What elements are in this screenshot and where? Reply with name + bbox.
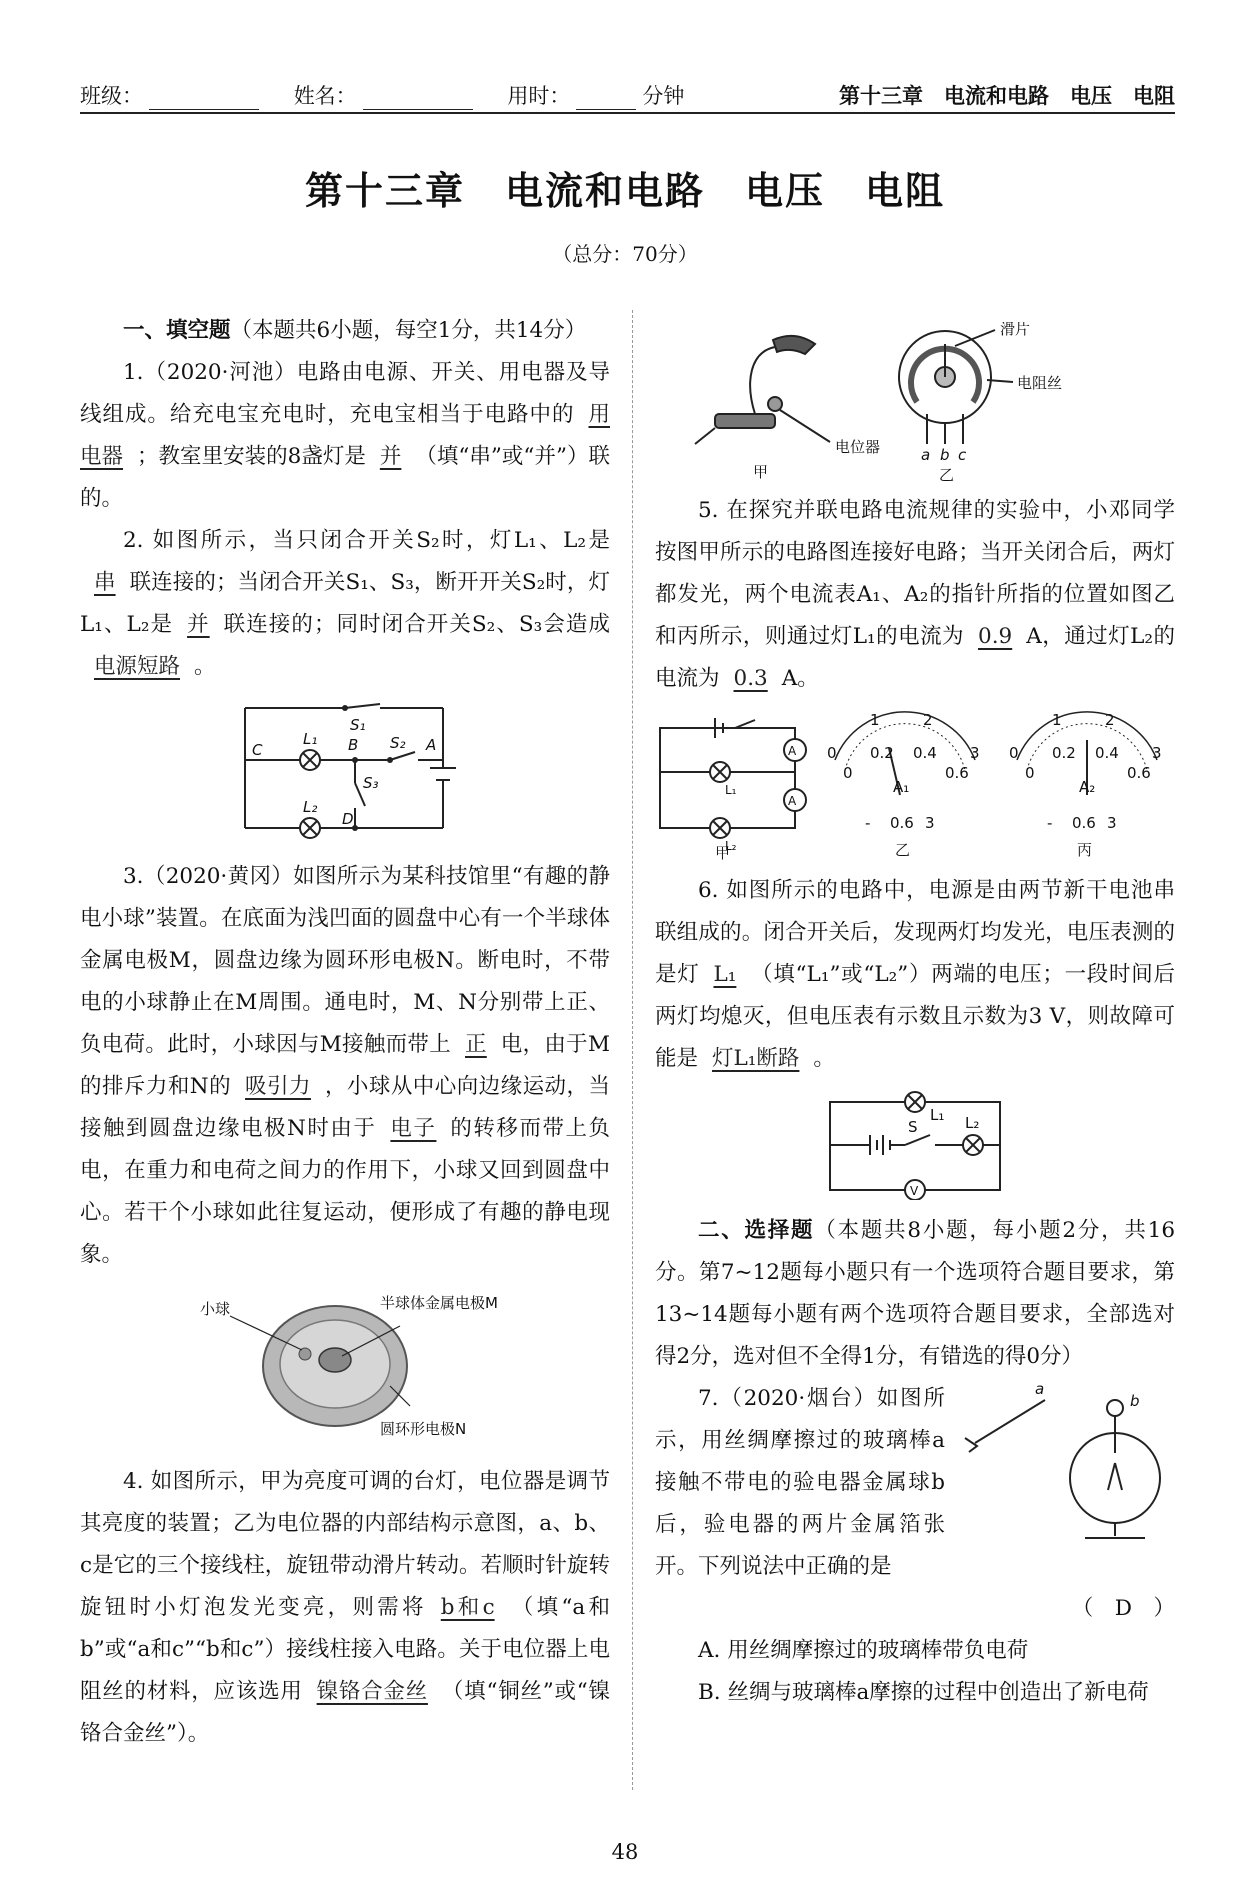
fig5-yi-terminal-06: 0.6 [890,814,914,832]
right-column [655,490,1175,1714]
q2-text-3: 联连接的；同时闭合开关S₂、S₃会造成 [223,612,610,637]
fig5-yi-tick-06: 0.6 [945,764,969,782]
q2-text-1: 2. 如图所示，当只闭合开关S₂时，灯L₁、L₂是 [123,528,610,553]
fig7-label-a: a [1035,1380,1045,1398]
fig2-label-s3: S₃ [363,774,379,792]
fig4-label-a: a [921,446,931,464]
section1-note: （本题共6小题，每空1分，共14分） [230,318,587,343]
fig4-label-slider: 滑片 [1000,322,1031,338]
q7-answer-row [655,1588,1175,1630]
section1-title: 一、填空题 [123,318,231,343]
fig5-label-yi: 乙 [895,841,911,859]
fig5-yi-tick-0: 0 [827,744,837,762]
q5-text-3: A。 [781,666,819,691]
q4-text-1: 4. 如图所示，甲为亮度可调的台灯，电位器是调节其亮度的装置；乙为电位器的内部结构示意图，a、b、c是它的三个接线柱，旋钮带动滑片转动。若顺时针旋转旋钮时小灯泡发光变亮，则需将 [80,1469,610,1620]
name-blank[interactable] [363,89,473,110]
question-2 [80,520,610,688]
fig5-yi-tick-2: 2 [923,711,933,729]
section1-heading [80,310,610,352]
fig4-label-jia: 甲 [753,463,769,481]
figure-q3-static-ball [80,1286,610,1451]
fig5-label-bing: 丙 [1077,841,1093,859]
page-title: 第十三章 电流和电路 电压 电阻 [304,169,945,213]
section2-title: 二、选择题 [698,1218,815,1243]
fig5-yi-tick-3: 3 [970,744,980,762]
header-chapter: 第十三章 电流和电路 电压 电阻 [839,84,1175,108]
q1-text-2: ；教室里安装的8盏灯是 [137,444,366,469]
fig2-label-s1: S₁ [350,716,366,734]
q1-answer-1: 用电器 [80,402,610,469]
q3-text-3: ，小球从中心向边缘运动，当接触到圆盘边缘电极N时由于 [80,1074,610,1141]
class-blank[interactable] [149,89,259,110]
fig5-yi-tick-04: 0.4 [913,744,937,762]
q7-option-b: B. 丝绸与玻璃棒a摩擦的过程中创造出了新电荷 [698,1680,1149,1705]
question-3 [80,856,610,1276]
time-blank[interactable] [576,89,636,110]
page-number: 48 [611,1840,639,1864]
fig5-bing-tick-3: 3 [1152,744,1162,762]
fig5-yi-tick-0-inner: 0 [843,764,853,782]
fig2-label-a: A [426,736,437,754]
fig5-yi-label-a1: A₁ [893,778,910,796]
fig3-label-electrode-m: 半球体金属电极M [380,1294,498,1312]
fig6-label-l1: L₁ [930,1106,945,1124]
question-7-block [655,1378,1175,1714]
fig5-yi-terminal-3: 3 [925,814,935,832]
svg-text:A: A [788,744,797,758]
q3-answer-3: 电子 [390,1116,437,1141]
q5-text-1: 5. 在探究并联电路电流规律的实验中，小邓同学按图甲所示的电路图连接好电路；当开关闭合后，两灯都发光，两个电流表A₁、A₂的指针所指的位置如图乙和丙所示，则通过灯L₁的电流为 [655,498,1175,649]
q6-text-2: （填“L₁”或“L₂”）两端的电压；一段时间后两灯均熄灭，但电压表有示数且示数为3 V，则故障可能是 [655,962,1175,1071]
fig5-label-l1: L₁ [725,783,737,797]
figure-q7-electroscope [955,1378,1175,1548]
q4-text-2: （填“a和b”或“a和c”“b和c”）接线柱接入电路。关于电位器上电阻丝的材料，应该选用 [80,1595,610,1704]
q2-answer-2: 并 [187,612,210,637]
fig6-label-v: V [910,1184,919,1198]
fig5-yi-tick-02: 0.2 [870,744,894,762]
fig4-label-pot: 电位器 [835,438,881,456]
q7-option-a: A. 用丝绸摩擦过的玻璃棒带负电荷 [698,1638,1029,1663]
question-1 [80,352,610,520]
fig5-bing-terminal-3: 3 [1107,814,1117,832]
fig2-label-c: C [252,741,263,759]
name-label: 姓名： [293,84,357,108]
q1-text-1: 1.（2020·河池）电路由电源、开关、用电器及导线组成。给充电宝充电时，充电宝相当于电路中的 [80,360,610,427]
fig3-label-electrode-n: 圆环形电极N [380,1420,467,1438]
fig5-label-l2: L₂ [725,839,737,853]
fig7-label-b: b [1130,1392,1140,1410]
fig2-label-l2: L₂ [303,798,318,816]
fig4-label-wire: 电阻丝 [1017,374,1063,392]
fig5-yi-tick-1: 1 [870,711,880,729]
class-label: 班级： [80,84,143,108]
fig4-label-b: b [940,446,950,464]
q3-text-4: 的转移而带上负电，在重力和电荷之间力的作用下，小球又回到圆盘中心。若干个小球如此往复运动，便形成了有趣的静电现象。 [80,1116,610,1267]
fig5-yi-terminal-minus: - [865,814,871,832]
q3-answer-1: 正 [465,1032,487,1057]
q5-answer-1: 0.9 [978,624,1013,649]
fig4-label-yi: 乙 [939,466,955,484]
fig5-bing-terminal-minus: - [1047,814,1053,832]
fig5-bing-tick-0: 0 [1009,744,1019,762]
column-divider [632,310,633,1790]
page-subtitle: （总分：70分） [552,242,698,266]
fig5-bing-tick-04: 0.4 [1095,744,1119,762]
figure-q2-circuit [80,698,610,846]
fig3-label-ball: 小球 [200,1300,231,1318]
q3-text-1: 3.（2020·黄冈）如图所示为某科技馆里“有趣的静电小球”装置。在底面为浅凹面的圆盘中心有一个半球体金属电极M，圆盘边缘为圆环形电极N。断电时，不带电的小球静止在M周围。通电时，M、N分别带上正、负电荷。此时，小球因与M接触而带上 [80,864,610,1057]
left-column [80,310,610,1755]
fig6-label-l2: L₂ [965,1114,980,1132]
q3-text-2: 电，由于M的排斥力和N的 [80,1032,610,1099]
section2-heading [655,1210,1175,1378]
q6-answer-1: L₁ [713,962,737,987]
fig5-bing-tick-1: 1 [1052,711,1062,729]
q6-text-3: 。 [813,1046,835,1071]
q3-answer-2: 吸引力 [245,1074,311,1099]
time-label: 用时： [507,84,571,108]
fig5-bing-tick-2: 2 [1105,711,1115,729]
q7-stem: 7.（2020·烟台）如图所示，用丝绸摩擦过的玻璃棒a接触不带电的验电器金属球b后，验电器的两片金属箔张开。下列说法中正确的是 [655,1386,945,1579]
fig4-label-c: c [958,446,967,464]
fig2-label-d: D [342,810,354,828]
fig6-label-s: S [908,1118,918,1136]
q5-answer-2: 0.3 [733,666,768,691]
q2-text-2: 联连接的；当闭合开关S₁、S₃，断开开关S₂时，灯L₁、L₂是 [80,570,610,637]
student-info-fields [80,80,690,110]
time-unit: 分钟 [642,84,685,108]
q2-answer-3: 电源短路 [94,654,181,679]
q4-answer-1: b和c [440,1595,495,1620]
q6-text-1: 6. 如图所示的电路中，电源是由两节新干电池串联组成的。闭合开关后，发现两灯均发光，电压表测的是灯 [655,878,1175,987]
q2-answer-1: 串 [94,570,116,595]
fig2-label-b: B [348,736,359,754]
q1-answer-2: 并 [379,444,402,469]
fig5-bing-tick-0-inner: 0 [1025,764,1035,782]
fig2-label-l1: L₁ [303,730,318,748]
figure-q6-circuit [655,1090,1175,1200]
q2-text-4: 。 [194,654,216,679]
q1-text-3: （填“串”或“并”）联的。 [80,444,610,511]
fig5-bing-tick-02: 0.2 [1052,744,1076,762]
fig5-bing-tick-06: 0.6 [1127,764,1151,782]
fig2-label-s2: S₂ [390,734,406,752]
fig5-bing-label-a2: A₂ [1079,778,1096,796]
fig5-bing-terminal-06: 0.6 [1072,814,1096,832]
q5-text-2: A，通过灯L₂的电流为 [655,624,1175,691]
q6-answer-2: 灯L₁断路 [712,1046,800,1071]
fig5-label-jia: 甲 [715,844,731,860]
question-6 [655,870,1175,1080]
figure-q4-potentiometer [655,322,1175,487]
page-header [80,78,1175,114]
figure-q5-ammeters [655,710,1175,860]
svg-text:A: A [788,794,797,808]
q4-text-3: （填“铜丝”或“镍铬合金丝”）。 [80,1679,610,1746]
section2-note: （本题共8小题，每小题2分，共16分。第7~12题每小题只有一个选项符合题目要求，第13~14题每小题有两个选项符合题目要求，全部选对得2分，选对但不全得1分，有错选的得0分） [655,1218,1175,1369]
q7-answer: （ D ） [1071,1596,1175,1621]
q4-answer-2: 镍铬合金丝 [316,1679,428,1704]
question-5 [655,490,1175,700]
question-4 [80,1461,610,1755]
